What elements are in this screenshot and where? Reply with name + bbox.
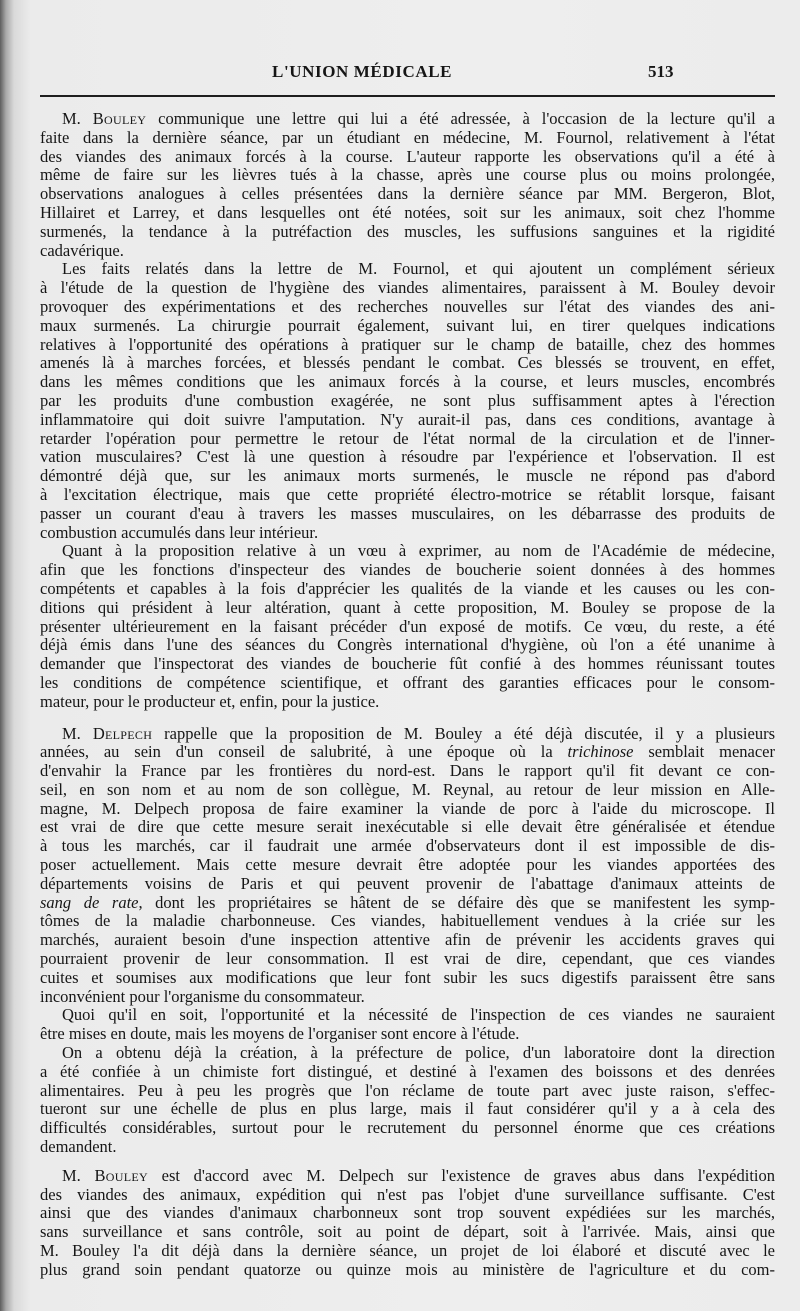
speaker-name: Bouley — [92, 109, 147, 128]
text-line — [40, 743, 775, 762]
text-line: maux surmenés. La chirurgie pourrait également, suivant lui, en tirer quelques indications — [40, 315, 775, 335]
text-line: alimentaires. Peu à peu les progrès que l'on réclame de toute part avec juste raison, s'effec- — [40, 1080, 775, 1100]
text-line: faite dans la dernière séance, par un étudiant en médecine, M. Fournol, relativement à l'état — [40, 127, 775, 147]
text-line — [40, 725, 775, 744]
paragraph — [40, 110, 775, 260]
text-line: déjà émis dans l'une des séances du Congrès international d'hygiène, où l'on a été unanime à — [40, 635, 775, 655]
header-rule — [40, 95, 775, 97]
text-line: sans surveillance et sans contrôle, soit au point de départ, soit à l'arrivée. Mais, ainsi que — [40, 1222, 775, 1242]
text-line — [40, 110, 775, 129]
text-line: Les faits relatés dans la lettre de M. Fournol, et qui ajoutent un complément sérieux — [62, 259, 775, 279]
text-fragment: M. — [62, 723, 93, 743]
text-fragment: M. — [62, 109, 93, 128]
text-line: inflammatoire qui doit suivre l'amputation. N'y aurait-il pas, dans ces conditions, avantage à — [40, 409, 775, 429]
text-line: plus grand soin pendant quatorze ou quinze mois au ministère de l'agriculture et du com- — [40, 1259, 775, 1279]
text-line: difficultés considérables, surtout pour le recrutement du personnel énorme que ces créations — [40, 1118, 775, 1138]
text-line: Hillairet et Larrey, et dans lesquelles ont été notées, soit sur les animaux, soit chez l'homme — [40, 202, 775, 222]
text-line: M. Bouley l'a dit déjà dans la dernière séance, un projet de loi élaboré et discuté avec le — [40, 1241, 775, 1261]
text-line: par les produits d'une combustion exagérée, ne sont plus suffisamment aptes à l'érection — [40, 390, 775, 410]
text-line: seil, en son nom et au nom de son collègue, M. Reynal, au retour de leur mission en Alle- — [40, 779, 775, 799]
text-line: a été confiée à un chimiste fort distingué, et destiné à l'examen des boissons et des denrées — [40, 1061, 775, 1081]
italic-term: trichinose — [567, 742, 634, 762]
text-line: démontré déjà que, sur les animaux morts surmenés, le muscle ne répond pas d'abord — [40, 466, 775, 486]
text-line: être mises en doute, mais les moyens de l'organiser sont encore à l'étude. — [40, 1024, 520, 1044]
text-line: demandent. — [40, 1137, 117, 1157]
text-fragment: années, au sein d'un conseil de salubrité, à une époque où la — [40, 742, 568, 762]
text-line: tueront sur une échelle de plus en plus large, mais il faut considérer qu'il y a à cela des — [40, 1099, 775, 1119]
text-line — [40, 1167, 775, 1186]
text-line: combustion accumulés dans leur intérieur. — [40, 522, 319, 542]
text-line: dans les mêmes conditions que les animaux forcés à la course, et leurs muscles, encombrés — [40, 372, 775, 392]
text-line: Quoi qu'il en soit, l'opportunité et la nécessité de l'inspection de ces viandes ne sauraient — [62, 1005, 775, 1025]
text-line: ainsi que des viandes d'animaux charbonneux sont trop souvent expédiées sur les marchés, — [40, 1203, 775, 1223]
text-line: présenter ultérieurement en la faisant précéder d'un exposé de motifs. Ce vœu, du reste, a été — [40, 616, 775, 636]
text-line: d'envahir la France par les frontières du nord-est. Dans le rapport qu'il fit devant ce con- — [40, 761, 775, 781]
text-fragment: communique une lettre qui lui a été adressée, à l'occasion de la lecture qu'il a — [146, 109, 776, 128]
text-line: des viandes des animaux forcés à la course. L'auteur rapporte les observations qu'il a été à — [40, 146, 775, 166]
text-fragment: rappelle que la proposition de M. Bouley a été déjà discutée, il y a plusieurs — [152, 723, 775, 743]
text-line: mateur, pour le producteur et, enfin, pour la justice. — [40, 691, 380, 711]
text-line: compétents et capables à la fois d'apprécier les qualités de la viande et les causes ou les con- — [40, 578, 775, 598]
page-number: 513 — [648, 62, 674, 81]
text-line: cadavérique. — [40, 240, 124, 260]
text-line: Quant à la proposition relative à un vœu à exprimer, au nom de l'Académie de médecine, — [62, 541, 775, 561]
running-header-title: L'UNION MÉDICALE — [272, 62, 453, 81]
text-line: cuites et soumises aux modifications que leur font subir les sucs digestifs paraissent être sans — [40, 967, 775, 987]
text-line: à l'excitation électrique, mais que cette propriété électro-motrice se rétablit lorsque, faisant — [40, 484, 775, 504]
paragraph — [40, 1006, 775, 1044]
text-line: même de faire sur les lièvres tués à la chasse, après une course plus ou moins prolongée, — [40, 165, 775, 185]
text-line: observations analogues à celles présentées dans la dernière séance par MM. Bergeron, Blot, — [40, 184, 775, 204]
paragraph — [40, 1044, 775, 1157]
paragraph — [40, 725, 775, 1007]
text-line: passer un courant d'eau à travers les masses musculaires, on les débarrasse des produits de — [40, 503, 775, 523]
text-fragment: , dont les propriétaires se hâtent de se défaire dès que se manifestent les symp- — [138, 892, 776, 912]
text-line: inconvénient pour l'organisme du consommateur. — [40, 986, 365, 1006]
text-fragment: semblait menacer — [633, 742, 775, 762]
text-line: départements voisins de Paris et qui peuvent provenir de l'abattage d'animaux atteints de — [40, 873, 775, 893]
text-fragment: M. — [62, 1165, 95, 1185]
text-line: demander que l'inspectorat des viandes de boucherie fût confié à des hommes réunissant toutes — [40, 654, 775, 674]
text-line: surmenés, la tendance à la putréfaction des muscles, les suffusions sanguines et la rigidité — [40, 221, 775, 241]
text-line: vation musculaires? C'est là une question à résoudre par l'expérience et l'observation. Il est — [40, 447, 775, 467]
text-line: relatives à l'opportunité des opérations à pratiquer sur le champ de bataille, chez des hommes — [40, 334, 775, 354]
text-line: retarder l'opération pour permettre le retour de l'état normal de la circulation et de l'inner- — [40, 428, 775, 448]
text-line: marchés, auraient besoin d'une inspection attentive afin de prévenir les accidents graves qui — [40, 930, 775, 950]
text-line: provoquer des expérimentations et des recherches nouvelles sur l'état des viandes des ani- — [40, 296, 775, 316]
italic-term: sang de rate — [40, 892, 139, 912]
text-fragment: est d'accord avec M. Delpech sur l'existence de graves abus dans l'expédition — [147, 1165, 776, 1185]
body-text — [40, 110, 775, 1280]
speaker-name: Delpech — [92, 723, 153, 743]
text-line: tômes de la maladie charbonneuse. Ces viandes, habituellement vendues à la criée sur les — [40, 911, 775, 931]
speaker-name: Bouley — [94, 1165, 148, 1185]
paragraph — [40, 1167, 775, 1280]
text-line: à l'étude de la question de l'hygiène des viandes alimentaires, paraissent à M. Bouley devoir — [40, 278, 775, 298]
text-line: On a obtenu déjà la création, à la préfecture de police, d'un laboratoire dont la direction — [62, 1043, 775, 1063]
text-line: magne, M. Delpech proposa de faire examiner la viande de porc à l'aide du microscope. Il — [40, 798, 775, 818]
text-line: ditions qui président à leur altération, quant à cette proposition, M. Bouley se propose de la — [40, 597, 775, 617]
text-line: amenés là à marches forcées, et blessés pendant le combat. Ces blessés se trouvent, en effet, — [40, 353, 775, 373]
text-line: des viandes des animaux, expédition qui n'est pas l'objet d'une surveillance suffisante. C'est — [40, 1184, 775, 1204]
text-line: à tous les marchés, car il faudrait une armée d'observateurs dont il est impossible de dis- — [40, 836, 775, 856]
text-line: afin que les fonctions d'inspecteur des viandes de boucherie soient données à des hommes — [40, 560, 775, 580]
text-line: est vrai de dire que cette mesure serait inexécutable si elle devait être généralisée et étendue — [40, 817, 775, 837]
paragraph — [40, 260, 775, 542]
text-line: les conditions de compétence scientifique, et offrant des garanties efficaces pour le consom- — [40, 672, 775, 692]
text-line — [40, 894, 775, 913]
paragraph — [40, 542, 775, 711]
text-line: poser actuellement. Mais cette mesure devrait être adoptée pour les viandes apportées des — [40, 855, 775, 875]
text-line: pourraient provenir de leur consommation. Il est vrai de dire, cependant, que ces viandes — [40, 949, 775, 969]
